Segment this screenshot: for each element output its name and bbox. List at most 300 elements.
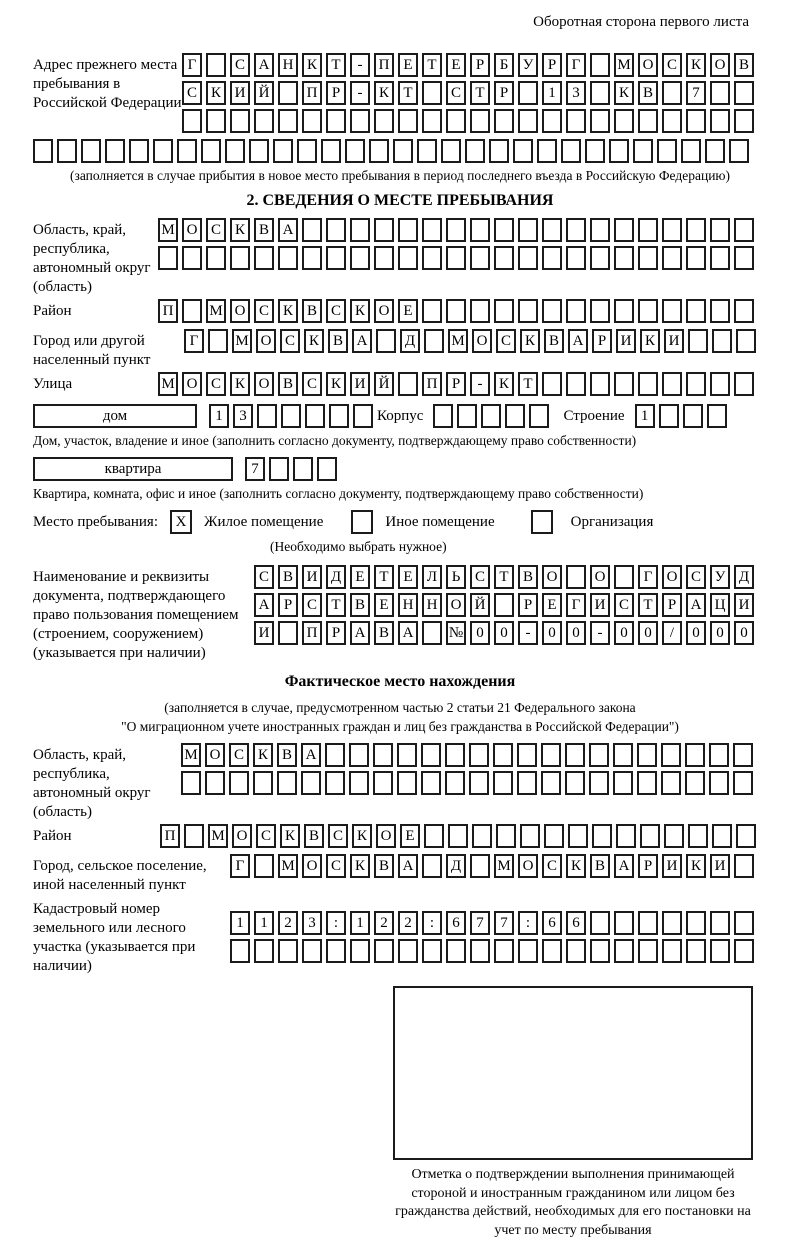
char-box[interactable] (544, 824, 564, 848)
char-box[interactable]: П (302, 621, 322, 645)
char-box[interactable]: Н (422, 593, 442, 617)
char-box[interactable] (302, 246, 322, 270)
char-box[interactable] (469, 771, 489, 795)
char-box[interactable] (518, 81, 538, 105)
char-box[interactable]: Р (662, 593, 682, 617)
char-box[interactable]: / (662, 621, 682, 645)
char-box[interactable] (326, 939, 346, 963)
char-box[interactable]: К (302, 53, 322, 77)
char-box[interactable]: 0 (734, 621, 754, 645)
char-box[interactable]: 2 (278, 911, 298, 935)
char-box[interactable]: М (232, 329, 252, 353)
char-box[interactable]: С (614, 593, 634, 617)
char-box[interactable] (710, 218, 730, 242)
char-box[interactable] (398, 246, 418, 270)
char-box[interactable]: № (446, 621, 466, 645)
char-box[interactable] (374, 218, 394, 242)
char-box[interactable] (710, 939, 730, 963)
char-box[interactable] (566, 218, 586, 242)
char-box[interactable] (470, 854, 490, 878)
char-box[interactable] (661, 771, 681, 795)
char-box[interactable]: Ц (710, 593, 730, 617)
char-box[interactable] (105, 139, 125, 163)
char-box[interactable] (230, 246, 250, 270)
char-box[interactable]: 7 (494, 911, 514, 935)
char-box[interactable]: М (206, 299, 226, 323)
char-box[interactable]: Е (446, 53, 466, 77)
char-box[interactable]: - (470, 372, 490, 396)
char-box[interactable] (278, 246, 298, 270)
char-box[interactable] (614, 246, 634, 270)
char-box[interactable]: О (376, 824, 396, 848)
char-box[interactable]: С (446, 81, 466, 105)
char-box[interactable] (33, 139, 53, 163)
char-box[interactable] (350, 246, 370, 270)
char-box[interactable]: А (398, 854, 418, 878)
char-box[interactable] (517, 771, 537, 795)
char-box[interactable] (685, 743, 705, 767)
char-box[interactable]: М (494, 854, 514, 878)
char-box[interactable]: У (710, 565, 730, 589)
char-box[interactable] (686, 218, 706, 242)
char-box[interactable] (568, 824, 588, 848)
char-box[interactable]: К (230, 372, 250, 396)
char-box[interactable]: К (352, 824, 372, 848)
char-box[interactable]: Д (400, 329, 420, 353)
char-box[interactable]: Д (326, 565, 346, 589)
char-box[interactable] (542, 372, 562, 396)
char-box[interactable]: В (302, 299, 322, 323)
char-box[interactable] (529, 404, 549, 428)
char-box[interactable] (446, 299, 466, 323)
char-box[interactable] (565, 771, 585, 795)
char-box[interactable]: П (422, 372, 442, 396)
char-box[interactable] (520, 824, 540, 848)
char-box[interactable] (350, 218, 370, 242)
char-box[interactable]: И (662, 854, 682, 878)
char-box[interactable]: Б (494, 53, 514, 77)
char-box[interactable] (590, 939, 610, 963)
char-box[interactable] (590, 911, 610, 935)
char-box[interactable]: С (254, 299, 274, 323)
char-box[interactable] (494, 246, 514, 270)
char-box[interactable] (590, 299, 610, 323)
char-box[interactable] (398, 109, 418, 133)
char-box[interactable] (481, 404, 501, 428)
char-box[interactable] (589, 771, 609, 795)
char-box[interactable] (736, 329, 756, 353)
char-box[interactable]: О (374, 299, 394, 323)
char-box[interactable] (422, 939, 442, 963)
char-box[interactable] (712, 329, 732, 353)
char-box[interactable] (182, 109, 202, 133)
char-box[interactable]: К (350, 854, 370, 878)
char-box[interactable]: Р (494, 81, 514, 105)
char-box[interactable]: С (470, 565, 490, 589)
char-box[interactable]: Г (638, 565, 658, 589)
char-box[interactable]: А (568, 329, 588, 353)
char-box[interactable] (297, 139, 317, 163)
char-box[interactable] (393, 139, 413, 163)
char-box[interactable] (446, 246, 466, 270)
char-box[interactable]: 0 (494, 621, 514, 645)
char-box[interactable] (640, 824, 660, 848)
char-box[interactable]: 7 (245, 457, 265, 481)
char-box[interactable] (590, 109, 610, 133)
char-box[interactable] (688, 824, 708, 848)
char-box[interactable]: К (326, 372, 346, 396)
char-box[interactable] (686, 246, 706, 270)
char-box[interactable] (329, 404, 349, 428)
char-box[interactable] (249, 139, 269, 163)
char-box[interactable] (446, 218, 466, 242)
char-box[interactable] (422, 218, 442, 242)
char-box[interactable] (561, 139, 581, 163)
char-box[interactable] (353, 404, 373, 428)
char-box[interactable] (349, 743, 369, 767)
char-box[interactable] (518, 109, 538, 133)
char-box[interactable] (424, 824, 444, 848)
char-box[interactable] (542, 939, 562, 963)
char-box[interactable] (589, 743, 609, 767)
char-box[interactable] (638, 372, 658, 396)
char-box[interactable] (422, 621, 442, 645)
char-box[interactable]: К (520, 329, 540, 353)
char-box[interactable] (590, 53, 610, 77)
char-box[interactable]: 1 (254, 911, 274, 935)
char-box[interactable]: А (614, 854, 634, 878)
char-box[interactable] (542, 109, 562, 133)
char-box[interactable]: А (254, 53, 274, 77)
char-box[interactable]: Р (470, 53, 490, 77)
char-box[interactable] (208, 329, 228, 353)
char-box[interactable]: О (446, 593, 466, 617)
char-box[interactable] (433, 404, 453, 428)
char-box[interactable]: О (182, 372, 202, 396)
char-box[interactable]: В (734, 53, 754, 77)
char-box[interactable]: 1 (209, 404, 229, 428)
char-box[interactable]: Й (470, 593, 490, 617)
char-box[interactable] (590, 246, 610, 270)
char-box[interactable]: 1 (635, 404, 655, 428)
char-box[interactable]: О (590, 565, 610, 589)
checkbox-residential[interactable]: X (170, 510, 192, 534)
char-box[interactable] (376, 329, 396, 353)
char-box[interactable]: Е (398, 299, 418, 323)
char-box[interactable]: С (542, 854, 562, 878)
char-box[interactable] (709, 771, 729, 795)
char-box[interactable] (422, 854, 442, 878)
char-box[interactable] (278, 939, 298, 963)
char-box[interactable]: К (494, 372, 514, 396)
char-box[interactable] (57, 139, 77, 163)
char-box[interactable]: С (206, 372, 226, 396)
char-box[interactable] (424, 329, 444, 353)
char-box[interactable] (659, 404, 679, 428)
char-box[interactable] (345, 139, 365, 163)
char-box[interactable] (181, 771, 201, 795)
char-box[interactable]: О (232, 824, 252, 848)
char-box[interactable]: М (158, 372, 178, 396)
char-box[interactable]: К (230, 218, 250, 242)
char-box[interactable] (592, 824, 612, 848)
char-box[interactable] (710, 109, 730, 133)
char-box[interactable] (206, 53, 226, 77)
char-box[interactable] (614, 218, 634, 242)
char-box[interactable] (729, 139, 749, 163)
char-box[interactable]: 3 (233, 404, 253, 428)
char-box[interactable]: П (374, 53, 394, 77)
char-box[interactable] (734, 372, 754, 396)
char-box[interactable]: С (302, 372, 322, 396)
char-box[interactable]: Д (446, 854, 466, 878)
char-box[interactable] (638, 246, 658, 270)
char-box[interactable]: Р (518, 593, 538, 617)
char-box[interactable]: Т (326, 593, 346, 617)
char-box[interactable] (518, 218, 538, 242)
checkbox-other-premises[interactable] (351, 510, 373, 534)
char-box[interactable] (657, 139, 677, 163)
house-type-box[interactable]: дом (33, 404, 197, 428)
char-box[interactable] (229, 771, 249, 795)
char-box[interactable]: У (518, 53, 538, 77)
char-box[interactable] (273, 139, 293, 163)
char-box[interactable]: А (686, 593, 706, 617)
char-box[interactable] (321, 139, 341, 163)
char-box[interactable]: Ь (446, 565, 466, 589)
char-box[interactable]: В (350, 593, 370, 617)
char-box[interactable] (302, 939, 322, 963)
char-box[interactable] (493, 743, 513, 767)
char-box[interactable] (158, 246, 178, 270)
char-box[interactable]: Е (400, 824, 420, 848)
char-box[interactable] (638, 939, 658, 963)
char-box[interactable] (566, 246, 586, 270)
char-box[interactable] (374, 939, 394, 963)
char-box[interactable]: М (208, 824, 228, 848)
char-box[interactable]: В (374, 621, 394, 645)
char-box[interactable] (305, 404, 325, 428)
char-box[interactable] (710, 81, 730, 105)
char-box[interactable] (398, 372, 418, 396)
char-box[interactable] (182, 299, 202, 323)
char-box[interactable]: К (374, 81, 394, 105)
char-box[interactable] (422, 246, 442, 270)
char-box[interactable] (633, 139, 653, 163)
char-box[interactable]: 7 (686, 81, 706, 105)
char-box[interactable]: Н (398, 593, 418, 617)
char-box[interactable]: С (686, 565, 706, 589)
char-box[interactable] (662, 939, 682, 963)
char-box[interactable]: 0 (686, 621, 706, 645)
char-box[interactable] (688, 329, 708, 353)
char-box[interactable] (201, 139, 221, 163)
char-box[interactable] (494, 299, 514, 323)
char-box[interactable]: К (686, 53, 706, 77)
char-box[interactable] (369, 139, 389, 163)
char-box[interactable] (445, 743, 465, 767)
char-box[interactable]: Т (398, 81, 418, 105)
char-box[interactable] (734, 218, 754, 242)
char-box[interactable]: А (350, 621, 370, 645)
char-box[interactable] (590, 81, 610, 105)
char-box[interactable] (614, 299, 634, 323)
char-box[interactable] (734, 854, 754, 878)
char-box[interactable]: О (710, 53, 730, 77)
char-box[interactable] (422, 109, 442, 133)
char-box[interactable]: А (352, 329, 372, 353)
char-box[interactable] (681, 139, 701, 163)
char-box[interactable] (566, 372, 586, 396)
char-box[interactable]: В (278, 565, 298, 589)
char-box[interactable]: В (254, 218, 274, 242)
char-box[interactable]: Т (518, 372, 538, 396)
char-box[interactable]: С (206, 218, 226, 242)
char-box[interactable]: 0 (542, 621, 562, 645)
char-box[interactable]: П (160, 824, 180, 848)
char-box[interactable] (302, 109, 322, 133)
char-box[interactable] (733, 771, 753, 795)
char-box[interactable] (445, 771, 465, 795)
char-box[interactable] (494, 593, 514, 617)
char-box[interactable]: К (278, 299, 298, 323)
char-box[interactable] (736, 824, 756, 848)
char-box[interactable] (566, 109, 586, 133)
char-box[interactable] (129, 139, 149, 163)
char-box[interactable]: К (253, 743, 273, 767)
char-box[interactable] (325, 771, 345, 795)
char-box[interactable]: М (181, 743, 201, 767)
char-box[interactable]: В (638, 81, 658, 105)
char-box[interactable]: Г (230, 854, 250, 878)
char-box[interactable] (662, 299, 682, 323)
char-box[interactable] (184, 824, 204, 848)
char-box[interactable] (470, 939, 490, 963)
char-box[interactable]: В (544, 329, 564, 353)
char-box[interactable] (638, 109, 658, 133)
char-box[interactable] (457, 404, 477, 428)
char-box[interactable] (441, 139, 461, 163)
char-box[interactable]: Г (182, 53, 202, 77)
char-box[interactable] (398, 218, 418, 242)
char-box[interactable]: И (616, 329, 636, 353)
char-box[interactable] (705, 139, 725, 163)
char-box[interactable] (517, 743, 537, 767)
checkbox-organization[interactable] (531, 510, 553, 534)
char-box[interactable] (710, 246, 730, 270)
char-box[interactable]: 2 (398, 911, 418, 935)
char-box[interactable] (253, 771, 273, 795)
char-box[interactable]: Р (278, 593, 298, 617)
char-box[interactable]: А (278, 218, 298, 242)
char-box[interactable]: К (614, 81, 634, 105)
char-box[interactable] (637, 743, 657, 767)
char-box[interactable] (421, 743, 441, 767)
char-box[interactable] (734, 939, 754, 963)
char-box[interactable]: Р (592, 329, 612, 353)
char-box[interactable] (254, 854, 274, 878)
char-box[interactable]: Т (374, 565, 394, 589)
char-box[interactable] (446, 939, 466, 963)
char-box[interactable] (685, 771, 705, 795)
char-box[interactable] (733, 743, 753, 767)
char-box[interactable] (613, 771, 633, 795)
char-box[interactable] (565, 743, 585, 767)
char-box[interactable]: : (518, 911, 538, 935)
char-box[interactable] (326, 246, 346, 270)
char-box[interactable] (590, 218, 610, 242)
char-box[interactable]: И (254, 621, 274, 645)
char-box[interactable]: К (304, 329, 324, 353)
char-box[interactable]: Е (350, 565, 370, 589)
char-box[interactable] (278, 621, 298, 645)
char-box[interactable]: С (256, 824, 276, 848)
char-box[interactable]: 1 (230, 911, 250, 935)
char-box[interactable] (230, 109, 250, 133)
char-box[interactable] (662, 911, 682, 935)
char-box[interactable] (281, 404, 301, 428)
char-box[interactable]: Н (278, 53, 298, 77)
char-box[interactable]: С (328, 824, 348, 848)
char-box[interactable]: Р (326, 81, 346, 105)
char-box[interactable]: С (326, 299, 346, 323)
char-box[interactable]: П (158, 299, 178, 323)
char-box[interactable]: С (326, 854, 346, 878)
char-box[interactable] (470, 246, 490, 270)
char-box[interactable] (254, 109, 274, 133)
char-box[interactable] (518, 299, 538, 323)
char-box[interactable]: 0 (566, 621, 586, 645)
char-box[interactable] (614, 939, 634, 963)
char-box[interactable] (664, 824, 684, 848)
apartment-type-box[interactable]: квартира (33, 457, 233, 481)
char-box[interactable] (350, 109, 370, 133)
char-box[interactable] (513, 139, 533, 163)
char-box[interactable] (349, 771, 369, 795)
char-box[interactable] (470, 299, 490, 323)
char-box[interactable]: 0 (470, 621, 490, 645)
char-box[interactable]: И (664, 329, 684, 353)
char-box[interactable] (734, 81, 754, 105)
char-box[interactable] (537, 139, 557, 163)
char-box[interactable]: А (398, 621, 418, 645)
char-box[interactable] (734, 246, 754, 270)
char-box[interactable] (566, 939, 586, 963)
char-box[interactable]: С (302, 593, 322, 617)
char-box[interactable] (542, 218, 562, 242)
char-box[interactable] (683, 404, 703, 428)
char-box[interactable]: В (374, 854, 394, 878)
char-box[interactable]: 6 (542, 911, 562, 935)
char-box[interactable]: В (590, 854, 610, 878)
char-box[interactable]: В (328, 329, 348, 353)
char-box[interactable] (422, 299, 442, 323)
char-box[interactable] (472, 824, 492, 848)
char-box[interactable]: В (304, 824, 324, 848)
char-box[interactable]: М (278, 854, 298, 878)
char-box[interactable]: Г (566, 53, 586, 77)
char-box[interactable]: 1 (350, 911, 370, 935)
char-box[interactable] (518, 939, 538, 963)
char-box[interactable] (542, 299, 562, 323)
char-box[interactable]: - (518, 621, 538, 645)
char-box[interactable] (709, 743, 729, 767)
char-box[interactable] (373, 743, 393, 767)
char-box[interactable] (230, 939, 250, 963)
char-box[interactable]: 2 (374, 911, 394, 935)
char-box[interactable] (494, 939, 514, 963)
char-box[interactable] (470, 109, 490, 133)
